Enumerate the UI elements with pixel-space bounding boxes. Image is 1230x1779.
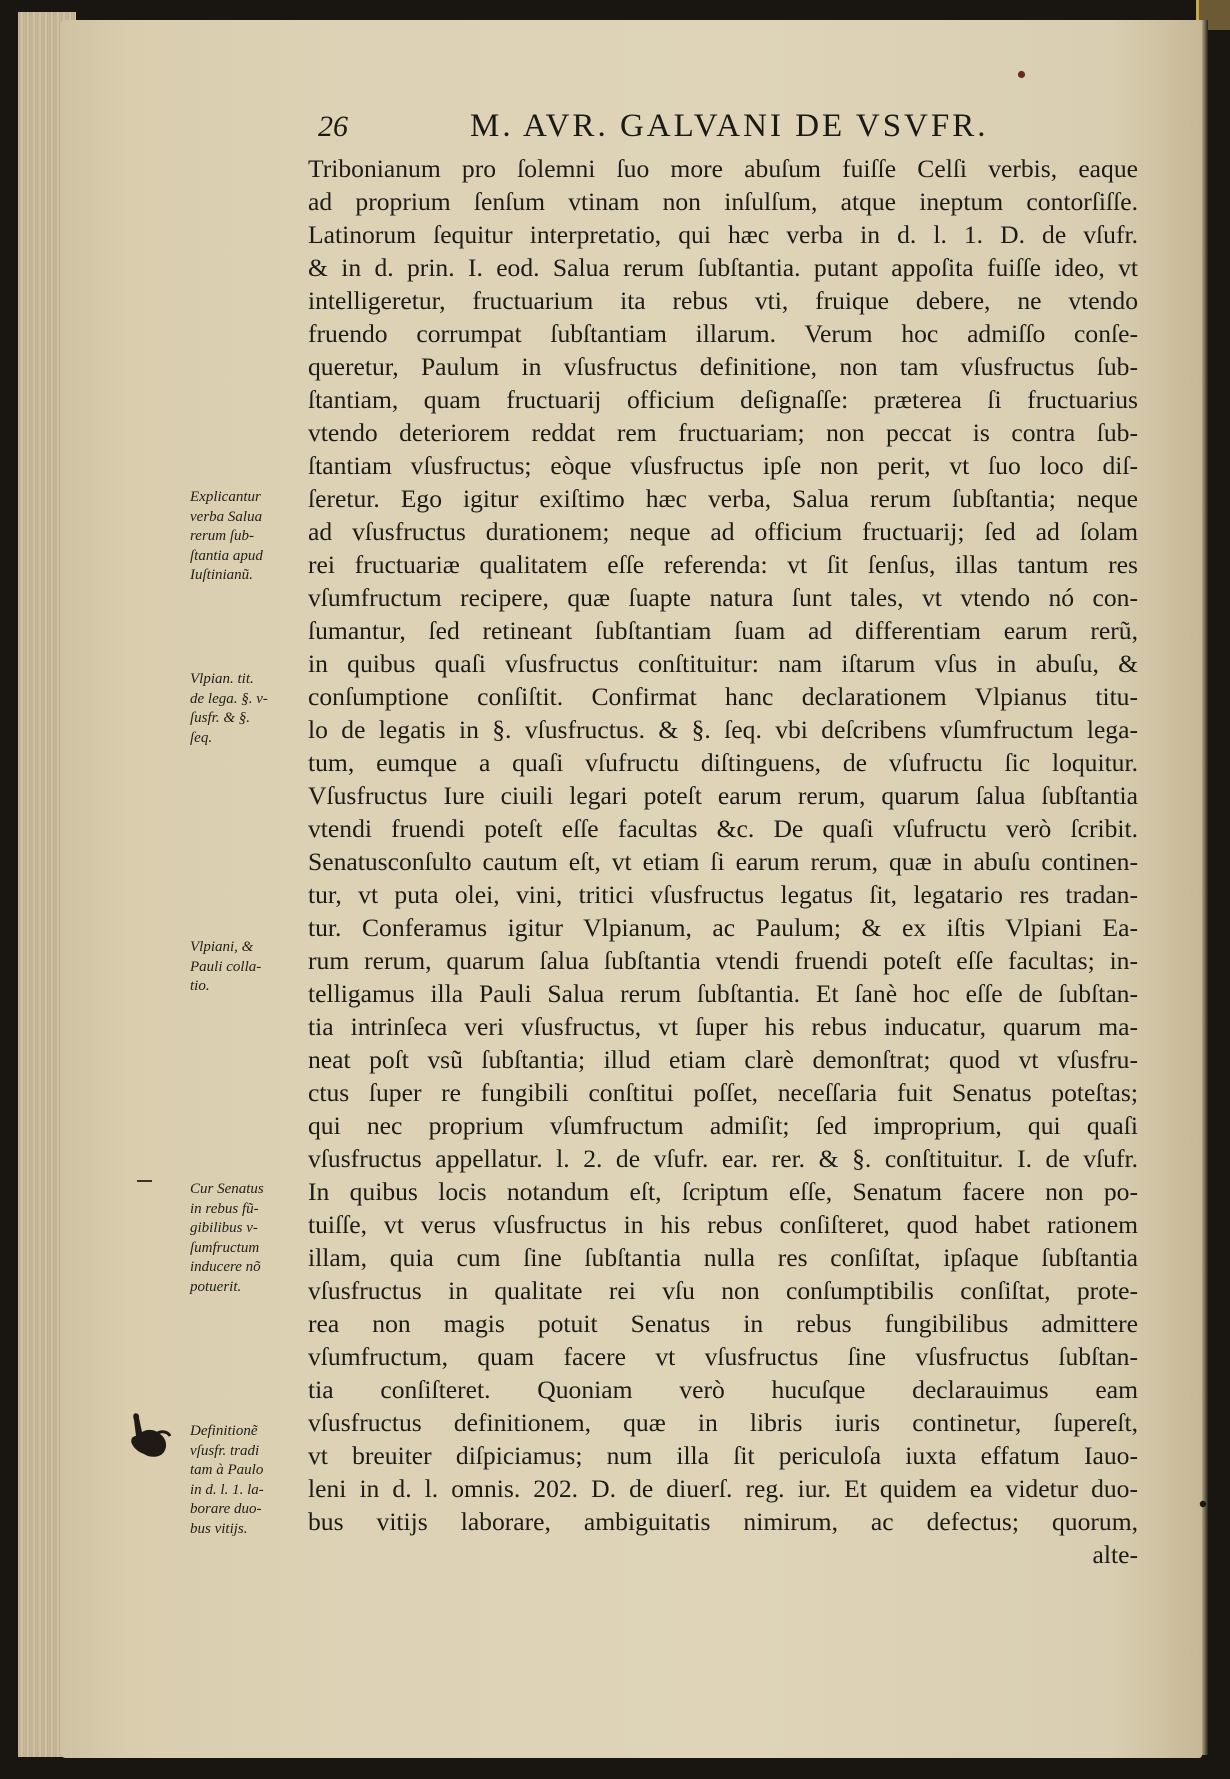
text-line: vſumfructum recipere, quæ ſuapte natura ſunt tales, vt vtendo nó con- bbox=[308, 583, 1138, 612]
margin-note bbox=[190, 1422, 302, 1539]
text-line: queretur, Paulum in vſusfructus definitione, non tam vſusfructus ſub- bbox=[308, 352, 1138, 381]
margin-note-line: in d. l. 1. la- bbox=[190, 1481, 264, 1498]
text-line: vſusfructus definitionem, quæ in libris iuris continetur, ſupereſt, bbox=[308, 1408, 1138, 1437]
text-line: ſtantiam vſusfructus; eòque vſusfructus ipſe non perit, vt ſuo loco diſ- bbox=[308, 451, 1138, 480]
text-line: tur, vt puta olei, vini, tritici vſusfructus legatus ſit, legatario res tradan- bbox=[308, 880, 1138, 909]
text-line: tur. Conferamus igitur Vlpianum, ac Paulum; & ex iſtis Vlpiani Ea- bbox=[308, 913, 1138, 942]
margin-note-line: Definitionẽ bbox=[190, 1423, 258, 1439]
text-line: in quibus quaſi vſusfructus conſtituitur: nam iſtarum vſus in abuſu, & bbox=[308, 649, 1138, 678]
margin-note-line: Pauli colla- bbox=[190, 958, 262, 975]
text-line: vſumfructum, quam facere vt vſusfructus ſine vſusfructus ſubſtan- bbox=[308, 1342, 1138, 1371]
margin-note bbox=[190, 488, 302, 586]
text-line: Vſusfructus Iure ciuili legari poteſt earum rerum, quarum ſalua ſubſtantia bbox=[308, 781, 1138, 810]
margin-note-line: Explicantur bbox=[190, 489, 261, 505]
margin-note-line: ſusfr. & §. bbox=[190, 710, 251, 726]
margin-note-line: bus vitijs. bbox=[190, 1520, 248, 1537]
margin-note-line: tio. bbox=[190, 978, 210, 994]
text-line: vt breuiter diſpiciamus; num illa ſit periculoſa iuxta effatum Iauo- bbox=[308, 1441, 1138, 1470]
margin-note bbox=[190, 1180, 302, 1297]
margin-note-line: tam à Paulo bbox=[190, 1462, 264, 1478]
margin-note-line: Iuſtinianũ. bbox=[190, 567, 253, 583]
text-line: fruendo corrumpat ſubſtantiam illarum. Verum hoc admiſſo conſe- bbox=[308, 319, 1138, 348]
margin-note bbox=[190, 670, 302, 748]
text-line: qui nec proprium vſumfructum admiſit; ſed improprium, qui quaſi bbox=[308, 1111, 1138, 1140]
text-line: tia conſiſteret. Quoniam verò hucuſque declarauimus eam bbox=[308, 1375, 1138, 1404]
text-line: Latinorum ſequitur interpretatio, qui hæc verba in d. l. 1. D. de vſufr. bbox=[308, 220, 1138, 249]
text-line: tum, eumque a quaſi vſufructu diſtinguens, de vſufructu ſic loquitur. bbox=[308, 748, 1138, 777]
text-line: ſtantiam, quam fructuarij officium deſignaſſe: præterea ſi fructuarius bbox=[308, 385, 1138, 414]
text-line: Tribonianum pro ſolemni ſuo more abuſum fuiſſe Celſi verbis, eaque bbox=[308, 154, 1138, 183]
text-line: vtendo deteriorem reddat rem fructuariam; non peccat is contra ſub- bbox=[308, 418, 1138, 447]
margin-note-line: gibilibus v- bbox=[190, 1220, 258, 1236]
text-line: vtendi fruendi poteſt eſſe facultas &c. De quaſi vſufructu verò ſcribit. bbox=[308, 814, 1138, 843]
text-line: rum rerum, quarum ſalua ſubſtantia vtendi fruendi poteſt eſſe facultas; in- bbox=[308, 946, 1138, 975]
running-title: M. AVR. GALVANI DE VSVFR. bbox=[470, 108, 989, 144]
margin-note-line: vſusfr. tradi bbox=[190, 1442, 260, 1459]
text-line: vſusfructus appellatur. l. 2. de vſufr. ear. rer. & §. conſtituitur. I. de vſufr. bbox=[308, 1144, 1138, 1173]
margin-note-line: Vlpian. tit. bbox=[190, 671, 254, 687]
text-line: Senatusconſulto cautum eſt, vt etiam ſi earum rerum, quæ in abuſu continen- bbox=[308, 847, 1138, 876]
margin-note-line: borare duo- bbox=[190, 1501, 262, 1517]
text-line: intelligeretur, fructuarium ita rebus vti, fruique debere, ne vtendo bbox=[308, 286, 1138, 315]
running-header bbox=[318, 108, 1148, 152]
margin-note-line: in rebus fũ- bbox=[190, 1200, 259, 1217]
margin-note-line: Vlpiani, & bbox=[190, 939, 254, 955]
text-line: ad proprium ſenſum vtinam non inſulſum, atque ineptum contorſiſſe. bbox=[308, 187, 1138, 216]
ink-mark bbox=[136, 1178, 154, 1184]
margin-note-line: verba Salua bbox=[190, 508, 263, 525]
text-line: bus vitijs laborare, ambiguitatis nimirum, ac defectus; quorum, bbox=[308, 1507, 1138, 1536]
margin-note-line: potuerit. bbox=[190, 1278, 242, 1295]
text-line: telligamus illa Pauli Salua rerum ſubſtantia. Et ſanè hoc eſſe de ſubſtan- bbox=[308, 979, 1138, 1008]
text-line: ſeretur. Ego igitur exiſtimo hæc verba, Salua rerum ſubſtantia; neque bbox=[308, 484, 1138, 513]
margin-note-line: de lega. §. v- bbox=[190, 690, 268, 707]
text-line: neat poſt vsũ ſubſtantia; illud etiam clarè demonſtrat; quod vt vſusfru- bbox=[308, 1045, 1138, 1074]
text-line: & in d. prin. I. eod. Salua rerum ſubſtantia. putant appoſita fuiſſe ideo, vt bbox=[308, 253, 1138, 282]
text-line: In quibus locis notandum eſt, ſcriptum eſſe, Senatum facere non po- bbox=[308, 1177, 1138, 1206]
text-line: conſumptione conſiſtit. Confirmat hanc declarationem Vlpianus titu- bbox=[308, 682, 1138, 711]
text-line: alte- bbox=[1092, 1540, 1138, 1569]
text-line: ctus ſuper re fungibili conſtitui poſſet, neceſſaria fuit Senatus poteſtas; bbox=[308, 1078, 1138, 1107]
text-line: vſusfructus in qualitate rei vſu non conſumptibilis conſiſtat, prote- bbox=[308, 1276, 1138, 1305]
page-number: 26 bbox=[318, 110, 348, 143]
body-text bbox=[308, 152, 1138, 1571]
text-line: tuiſſe, vt verus vſusfructus in his rebus conſiſteret, quod habet rationem bbox=[308, 1210, 1138, 1239]
text-line: rei fructuariæ qualitatem eſſe referenda: vt ſit ſenſus, illas tantum res bbox=[308, 550, 1138, 579]
margin-note-line: rerum ſub- bbox=[190, 528, 255, 544]
text-line: tia intrinſeca veri vſusfructus, vt ſuper his rebus inducatur, quarum ma- bbox=[308, 1012, 1138, 1041]
text-line: leni in d. l. omnis. 202. D. de diuerſ. reg. iur. Et quidem ea videtur duo- bbox=[308, 1474, 1138, 1503]
text-line: ſumantur, ſed retineant ſubſtantiam ſuam ad differentiam earum rerũ, bbox=[308, 616, 1138, 645]
margin-note bbox=[190, 938, 302, 997]
margin-note-line: Cur Senatus bbox=[190, 1181, 264, 1197]
margin-note-line: inducere nõ bbox=[190, 1259, 261, 1275]
manicule-icon bbox=[126, 1408, 172, 1460]
margin-note-line: ſtantia apud bbox=[190, 547, 263, 564]
ink-dot bbox=[1017, 70, 1026, 79]
margin-note-line: ſumfructum bbox=[190, 1239, 260, 1256]
text-line: lo de legatis in §. vſusfructus. & §. ſeq. vbi deſcribens vſumfructum lega- bbox=[308, 715, 1138, 744]
text-line: ad vſusfructus durationem; neque ad officium fructuarij; ſed ad ſolam bbox=[308, 517, 1138, 546]
text-line: illam, quia cum ſine ſubſtantia nulla res conſiſtat, ipſaque ſubſtantia bbox=[308, 1243, 1138, 1272]
text-line: rea non magis potuit Senatus in rebus fungibilibus admittere bbox=[308, 1309, 1138, 1338]
ink-dot bbox=[1199, 1500, 1207, 1508]
margin-note-line: ſeq. bbox=[190, 729, 213, 746]
